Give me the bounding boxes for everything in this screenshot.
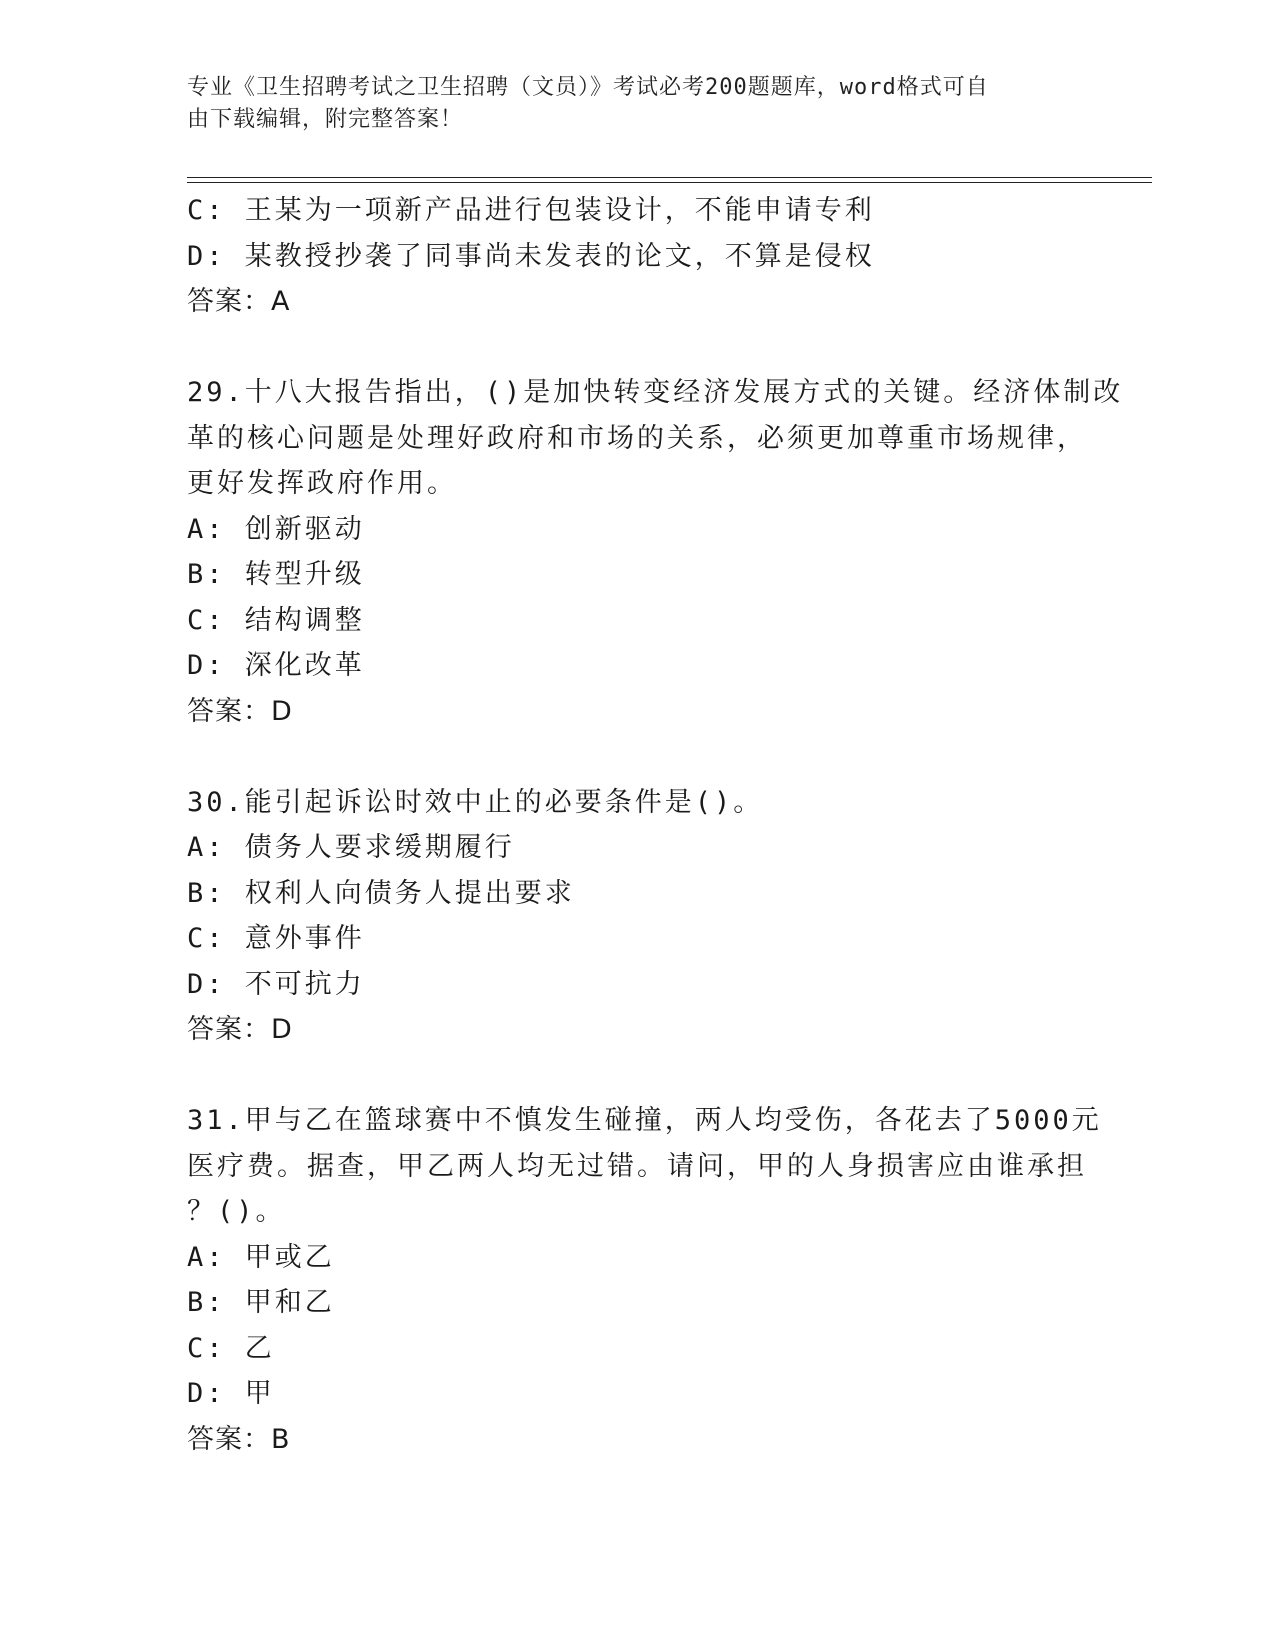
document-header bbox=[187, 72, 1067, 136]
header-divider-top bbox=[187, 177, 1152, 178]
question-text-line: 30.能引起诉讼时效中止的必要条件是()。 bbox=[187, 786, 764, 818]
question-text-line: 31.甲与乙在篮球赛中不慎发生碰撞，两人均受伤，各花去了5000元 bbox=[187, 1105, 1102, 1136]
option-c: C: 意外事件 bbox=[187, 923, 365, 954]
option-a: A: 债务人要求缓期履行 bbox=[187, 832, 515, 863]
option-a: A: 甲或乙 bbox=[187, 1241, 335, 1273]
option-c: C: 王某为一项新产品进行包装设计，不能申请专利 bbox=[187, 195, 875, 226]
question-text-line: 更好发挥政府作用。 bbox=[187, 468, 457, 499]
question-30 bbox=[187, 780, 1087, 1053]
question-text-line: ？()。 bbox=[187, 1196, 286, 1227]
option-c: C: 结构调整 bbox=[187, 604, 365, 636]
spacer bbox=[187, 1053, 1087, 1099]
option-d: D: 甲 bbox=[187, 1378, 275, 1409]
question-text-line: 29.十八大报告指出，()是加快转变经济发展方式的关键。经济体制改 bbox=[187, 377, 1124, 408]
option-d: D: 某教授抄袭了同事尚未发表的论文，不算是侵权 bbox=[187, 240, 875, 272]
spacer bbox=[187, 734, 1087, 780]
option-d: D: 深化改革 bbox=[187, 650, 365, 681]
option-d: D: 不可抗力 bbox=[187, 968, 365, 1000]
option-c: C: 乙 bbox=[187, 1332, 275, 1364]
question-text-line: 医疗费。据查，甲乙两人均无过错。请问，甲的人身损害应由谁承担 bbox=[187, 1150, 1087, 1182]
question-31 bbox=[187, 1098, 1102, 1462]
header-divider-bottom bbox=[187, 182, 1152, 183]
answer-line: 答案：B bbox=[187, 1423, 291, 1455]
answer-line: 答案：A bbox=[187, 286, 291, 317]
prev-question-block bbox=[187, 188, 1087, 325]
option-b: B: 权利人向债务人提出要求 bbox=[187, 877, 575, 909]
option-a: A: 创新驱动 bbox=[187, 513, 365, 545]
question-text-line: 革的核心问题是处理好政府和市场的关系，必须更加尊重市场规律， bbox=[187, 422, 1087, 454]
header-line-1: 专业《卫生招聘考试之卫生招聘（文员）》考试必考200题题库，word格式可自 bbox=[187, 75, 989, 100]
option-b: B: 甲和乙 bbox=[187, 1287, 335, 1318]
answer-line: 答案：D bbox=[187, 1014, 293, 1045]
spacer bbox=[187, 325, 1087, 371]
option-b: B: 转型升级 bbox=[187, 559, 365, 590]
header-line-2: 由下载编辑，附完整答案！ bbox=[187, 107, 464, 132]
question-content bbox=[187, 188, 1124, 1462]
answer-line: 答案：D bbox=[187, 695, 293, 727]
question-29 bbox=[187, 370, 1124, 734]
